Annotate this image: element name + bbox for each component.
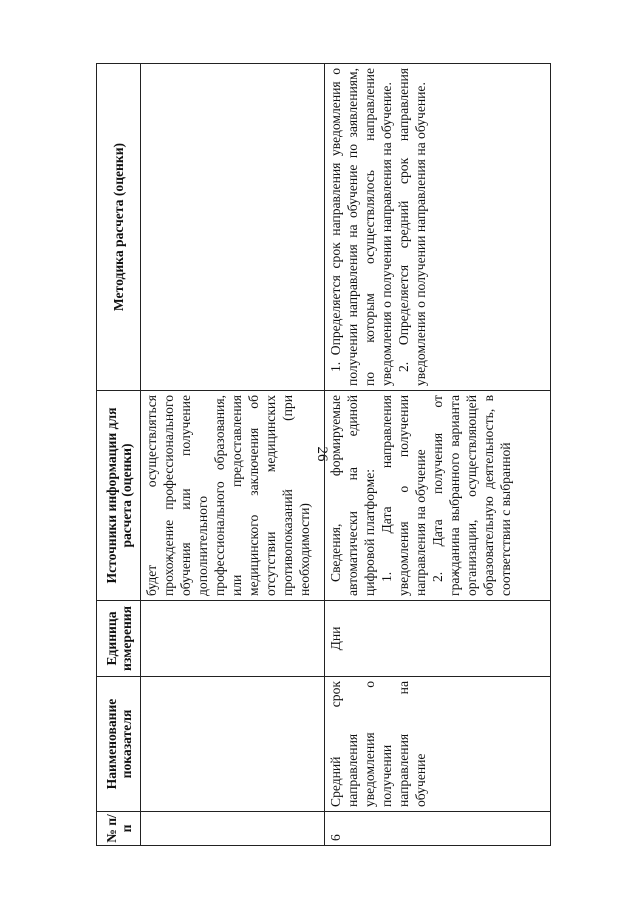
sources-item-2: 2. Дата получения от гражданина выбранного варианта организации, осуществляющей образовательную деятельность, в соответствии с выбранной [430, 395, 513, 596]
row-method [141, 64, 325, 391]
row-sources [325, 391, 551, 601]
page-number: 26 [314, 446, 330, 462]
row-sources: будет осуществляться прохождение профессионального обучения или получение дополнительного профессионального образования, или предоставления медицинского заключения об отсутствии медицинских противопоказаний (при необходимости) [141, 391, 325, 601]
header-method: Методика расчета (оценки) [97, 64, 141, 391]
row-method [325, 64, 551, 391]
header-num: № п/п [97, 812, 141, 846]
row-unit [141, 601, 325, 677]
indicator-table [96, 63, 551, 846]
header-sources: Источники информации для расчета (оценки) [97, 391, 141, 601]
row-name [141, 677, 325, 812]
table-header-row [97, 64, 141, 846]
row-name: Средний срок направления уведомления о получении направления на обучение [325, 677, 551, 812]
row-num [141, 812, 325, 846]
header-unit: Единица измерения [97, 601, 141, 677]
table-row [325, 64, 551, 846]
row-unit: Дни [325, 601, 551, 677]
row-num: 6 [325, 812, 551, 846]
method-item-2: 2. Определяется средний срок направления уведомления о получении направления на обучение. [396, 68, 428, 386]
sources-item-1: 1. Дата направления уведомления о получении направления на обучение [379, 395, 428, 596]
document-table-rotated [96, 64, 551, 846]
header-name: Наименование показателя [97, 677, 141, 812]
method-item-1: 1. Определяется срок направления уведомления о получении направления на обучение по заявлениям, по которым осуществлялось направление уведомления о получении направления на обучение. [328, 68, 394, 386]
table-row [141, 64, 325, 846]
sources-intro: Сведения, формируемые автоматически на единой цифровой платформе: [328, 395, 377, 596]
